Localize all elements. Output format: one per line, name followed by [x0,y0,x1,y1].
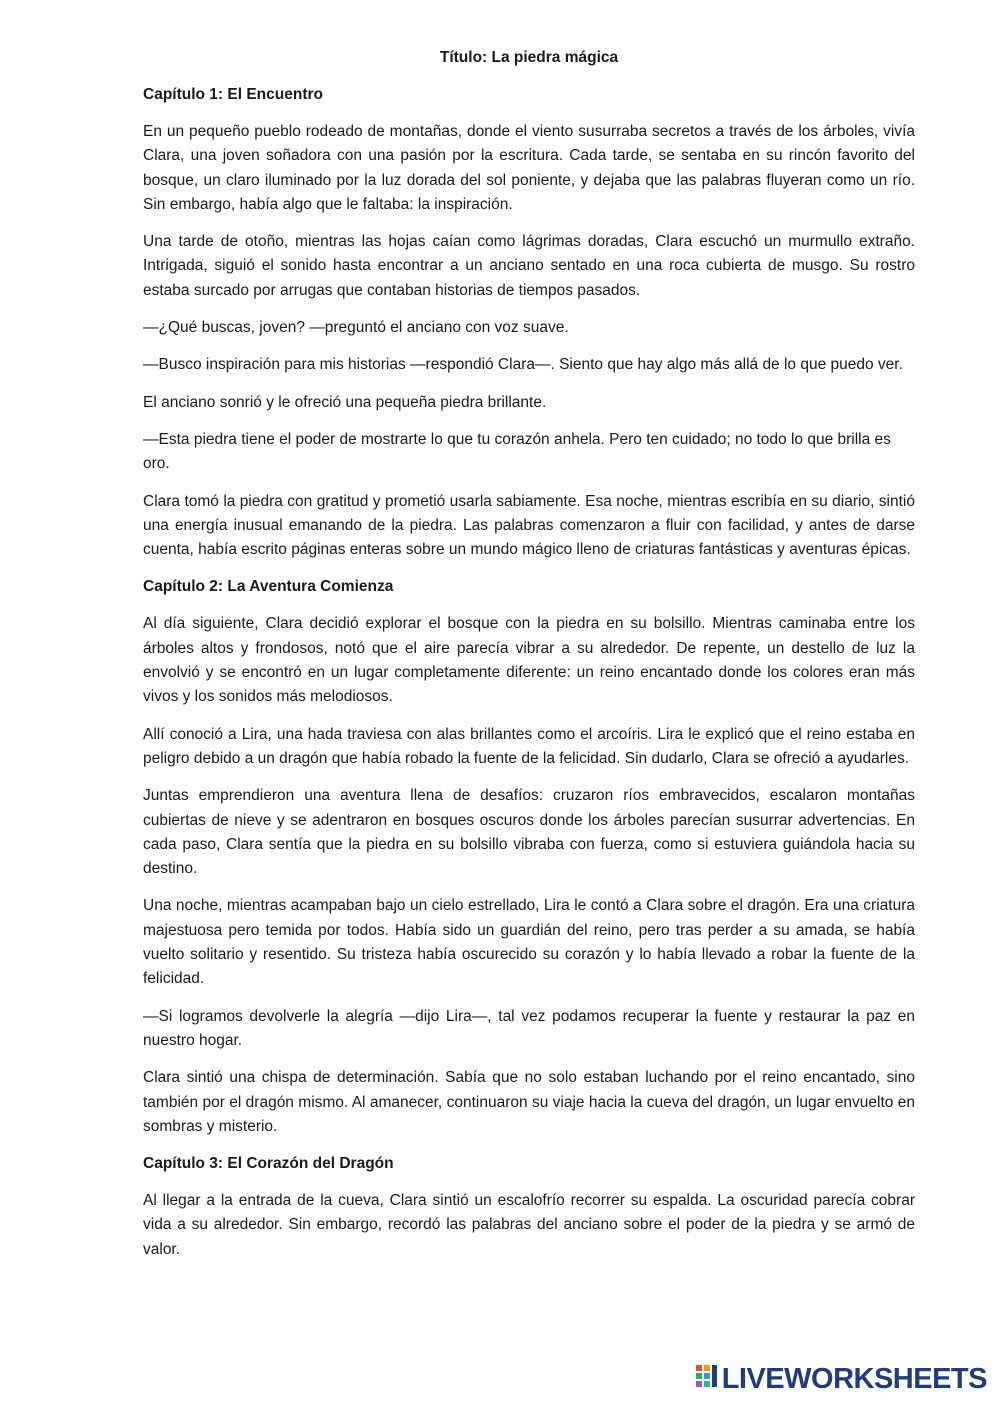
brand-name: LIVEWORKSHEETS [721,1363,987,1395]
chapter-3-heading: Capítulo 3: El Corazón del Dragón [143,1155,394,1173]
chapter-3-paragraph: Al llegar a la entrada de la cueva, Clara sintió un escalofrío recorrer su espalda. La oscuridad parecía cobrar vida a su alrededor. Sin embargo, recordó las palabras del anciano sobre el poder de la piedra y se armó de valor. [143,1192,915,1258]
chapter-2-dialogue: —Si logramos devolverle la alegría —dijo Lira—, tal vez podamos recuperar la fuente y restaurar la paz en nuestro hogar. [143,1007,915,1049]
chapter-2-paragraph: Una noche, mientras acampaban bajo un cielo estrellado, Lira le contó a Clara sobre el dragón. Era una criatura majestuosa pero temida por todos. Había sido un guardián del reino, pero tras perder a su amada, se había vuelto solitario y resentido. Su tristeza había oscurecido su corazón y lo había llevado a robar la fuente de la felicidad. [143,897,915,988]
liveworksheets-brand[interactable] [696,1363,987,1395]
chapter-1-dialogue: —¿Qué buscas, joven? —preguntó el anciano con voz suave. [143,319,569,337]
worksheet-page [143,46,915,1275]
chapter-1-paragraph: Una tarde de otoño, mientras las hojas caían como lágrimas doradas, Clara escuchó un murmullo extraño. Intrigada, siguió el sonido hasta encontrar a un anciano sentado en una roca cubierta de musgo. Su rostro estaba surcado por arrugas que contaban historias de tiempos pasados. [143,233,915,299]
liveworksheets-logo-icon [696,1365,718,1393]
chapter-2-paragraph: Clara sintió una chispa de determinación. Sabía que no solo estaban luchando por el reino encantado, sino también por el dragón mismo. Al amanecer, continuaron su viaje hacia la cueva del dragón, un lugar envuelto en sombras y misterio. [143,1069,915,1135]
chapter-2-paragraph: Juntas emprendieron una aventura llena de desafíos: cruzaron ríos embravecidos, escalaron montañas cubiertas de nieve y se adentraron en bosques oscuros donde los árboles parecían susurrar advertencias. En cada paso, Clara sentía que la piedra en su bolsillo vibraba con fuerza, como si estuviera guiándola hacia su destino. [143,787,915,878]
chapter-1-paragraph: Clara tomó la piedra con gratitud y prometió usarla sabiamente. Esa noche, mientras escribía en su diario, sintió una energía inusual emanando de la piedra. Las palabras comenzaron a fluir con facilidad, y antes de darse cuenta, había escrito páginas enteras sobre un mundo mágico lleno de criaturas fantásticas y aventuras épicas. [143,492,915,559]
chapter-2-paragraph: Al día siguiente, Clara decidió explorar el bosque con la piedra en su bolsillo. Mientras caminaba entre los árboles altos y frondosos, notó que el aire parecía vibrar a su alrededor. De repente, un destello de luz la envolvió y se encontró en un lugar completamente diferente: un reino encantado donde los colores eran más vivos y los sonidos más melodiosos. [143,615,915,706]
chapter-1-heading: Capítulo 1: El Encuentro [143,86,323,103]
chapter-1-dialogue: —Esta piedra tiene el poder de mostrarte lo que tu corazón anhela. Pero ten cuidado; no todo lo que brilla es oro. [143,430,891,473]
chapter-1-paragraph: En un pequeño pueblo rodeado de montañas, donde el viento susurraba secretos a través de los árboles, vivía Clara, una joven soñadora con una pasión por la escritura. Cada tarde, se sentaba en su rincón favorito del bosque, un claro iluminado por la luz dorada del sol poniente, y dejaba que las palabras fluyeran como un río. Sin embargo, había algo que le faltaba: la inspiración. [143,123,915,213]
chapter-1-paragraph: El anciano sonrió y le ofreció una pequeña piedra brillante. [143,393,547,411]
chapter-2-paragraph: Allí conoció a Lira, una hada traviesa con alas brillantes como el arcoíris. Lira le explicó que el reino estaba en peligro debido a un dragón que había robado la fuente de la felicidad. Sin dudarlo, Clara se ofreció a ayudarles. [143,725,915,767]
document-title: Título: La piedra mágica [439,49,619,66]
chapter-2-heading: Capítulo 2: La Aventura Comienza [143,578,394,596]
chapter-1-dialogue: —Busco inspiración para mis historias —respondió Clara—. Siento que hay algo más allá de lo que puedo ver. [143,356,903,374]
